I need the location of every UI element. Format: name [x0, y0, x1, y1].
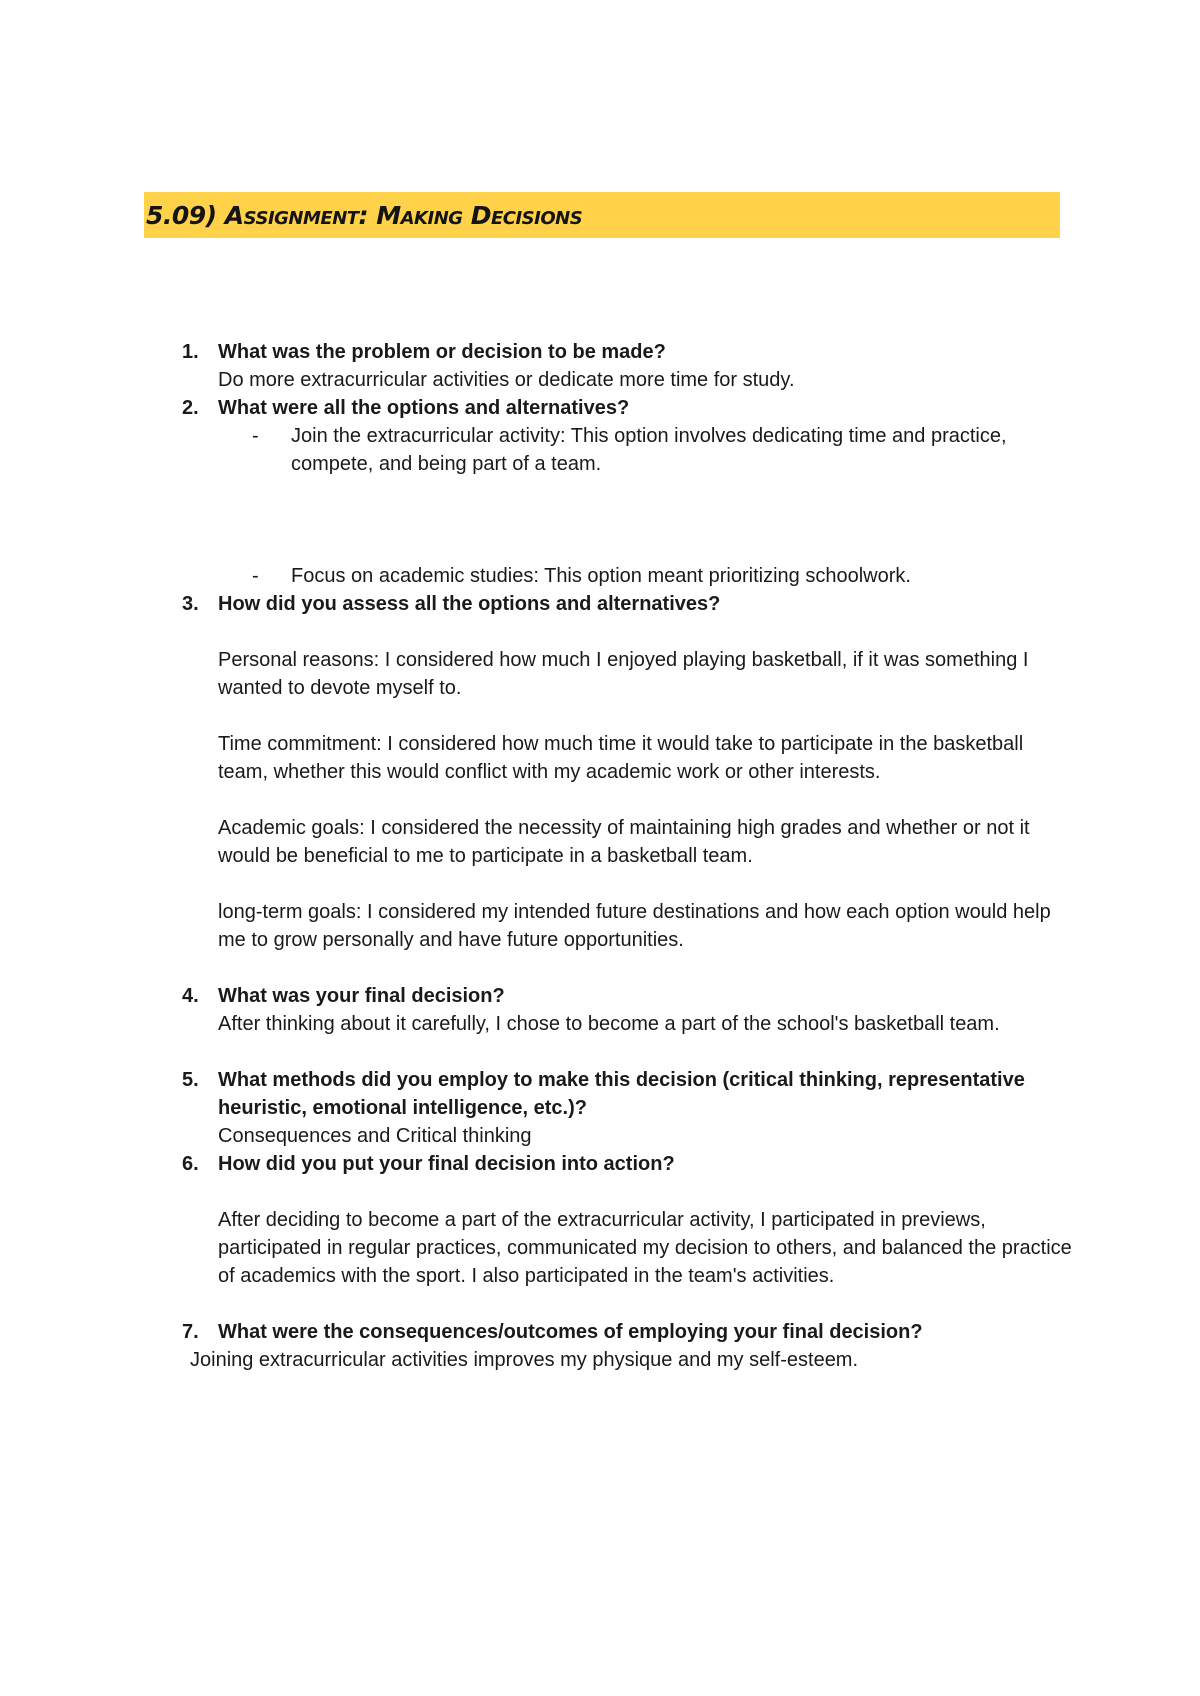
option-item — [176, 562, 1076, 590]
answer-text: Joining extracurricular activities improves my physique and my self-esteem. — [190, 1349, 859, 1371]
spacer — [218, 618, 1076, 646]
title-highlight-bar — [144, 192, 1060, 238]
question-text: What was the problem or decision to be made? — [218, 341, 666, 363]
question-text: What methods did you employ to make this decision (critical thinking, representative heuristic, emotional intelligence, etc.)? — [218, 1069, 1025, 1119]
question-number: 3. — [182, 593, 199, 615]
option-text: Focus on academic studies: This option meant prioritizing schoolwork. — [291, 565, 911, 587]
spacer — [176, 1290, 1076, 1318]
question-5 — [176, 1066, 1076, 1150]
option-text: Join the extracurricular activity: This option involves dedicating time and practice, compete, and being part of a team. — [291, 425, 1007, 475]
answer-text: After deciding to become a part of the extracurricular activity, I participated in previews, participated in regular practices, communicated my decision to others, and balanced the practice of academics with the sport. I also participated in the team's activities. — [218, 1209, 1072, 1287]
question-text: What were all the options and alternatives? — [218, 397, 630, 419]
spacer — [176, 954, 1076, 982]
option-item — [176, 422, 1076, 478]
answer-text: Do more extracurricular activities or dedicate more time for study. — [218, 369, 795, 391]
question-number: 4. — [182, 985, 199, 1007]
answer-paragraph: Personal reasons: I considered how much I enjoyed playing basketball, if it was something I wanted to devote myself to. — [218, 649, 1029, 699]
question-text: How did you put your final decision into action? — [218, 1153, 675, 1175]
page-title: 5.09) Assignment: Making Decisions — [146, 200, 583, 230]
spacer — [218, 870, 1076, 898]
question-6 — [176, 1150, 1076, 1290]
question-2 — [176, 394, 1076, 590]
question-4 — [176, 982, 1076, 1038]
question-number: 6. — [182, 1153, 199, 1175]
list-dash: - — [252, 565, 259, 587]
answer-paragraph: Time commitment: I considered how much time it would take to participate in the basketball team, whether this would conflict with my academic work or other interests. — [218, 733, 1024, 783]
question-list — [176, 338, 1076, 1374]
question-text: How did you assess all the options and alternatives? — [218, 593, 721, 615]
question-number: 5. — [182, 1069, 199, 1091]
answer-paragraph: Academic goals: I considered the necessity of maintaining high grades and whether or not it would be beneficial to me to participate in a basketball team. — [218, 817, 1030, 867]
spacer — [218, 786, 1076, 814]
question-number: 2. — [182, 397, 199, 419]
spacer — [176, 1038, 1076, 1066]
question-7 — [176, 1318, 1076, 1374]
question-1 — [176, 338, 1076, 394]
question-number: 1. — [182, 341, 199, 363]
answer-text: After thinking about it carefully, I chose to become a part of the school's basketball team. — [218, 1013, 1000, 1035]
spacer — [218, 478, 1076, 562]
answer-text: Consequences and Critical thinking — [218, 1125, 532, 1147]
question-3 — [176, 590, 1076, 954]
question-number: 7. — [182, 1321, 199, 1343]
question-text: What were the consequences/outcomes of employing your final decision? — [218, 1321, 923, 1343]
question-text: What was your final decision? — [218, 985, 505, 1007]
spacer — [218, 702, 1076, 730]
list-dash: - — [252, 425, 259, 447]
answer-paragraph: long-term goals: I considered my intended future destinations and how each option would help me to grow personally and have future opportunities. — [218, 901, 1051, 951]
spacer — [218, 1178, 1076, 1206]
